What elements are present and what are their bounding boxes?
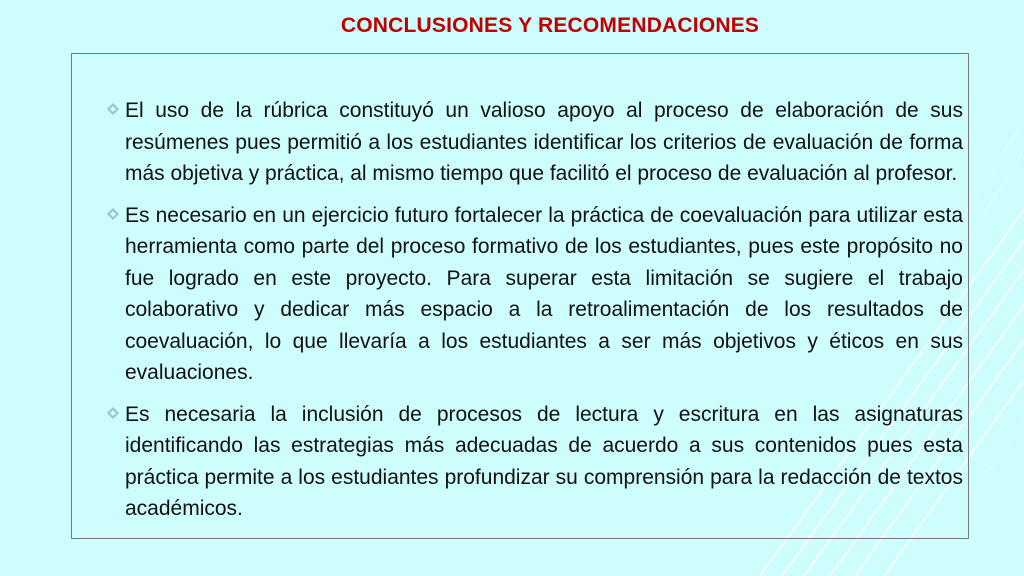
content-box <box>71 53 969 539</box>
list-item <box>105 399 963 525</box>
diamond-bullet-icon <box>105 405 121 421</box>
bullet-text: Es necesario en un ejercicio futuro fortalecer la práctica de coevaluación para utilizar esta herramienta como parte del proceso formativo de los estudiantes, pues este propósito no fue logrado en este proyecto. Para superar esta limitación se sugiere el trabajo colaborativo y dedicar más espacio a la retroalimentación de los resultados de coevaluación, lo que llevaría a los estudiantes a ser más objetivos y éticos en sus evaluaciones. <box>125 203 963 384</box>
list-item <box>105 200 963 389</box>
bullet-text: Es necesaria la inclusión de procesos de lectura y escritura en las asignaturas identificando las estrategias más adecuadas de acuerdo a sus contenidos pues esta práctica permite a los estudiantes profundizar su comprensión para la redacción de textos académicos. <box>125 402 963 520</box>
diamond-bullet-icon <box>105 206 121 222</box>
bullet-list <box>105 95 963 535</box>
list-item <box>105 95 963 190</box>
slide-title: CONCLUSIONES Y RECOMENDACIONES <box>340 14 760 37</box>
bullet-text: El uso de la rúbrica constituyó un valioso apoyo al proceso de elaboración de sus resúmenes pues permitió a los estudiantes identificar los criterios de evaluación de forma más objetiva y práctica, al mismo tiempo que facilitó el proceso de evaluación al profesor. <box>125 99 963 185</box>
diamond-bullet-icon <box>105 101 121 117</box>
